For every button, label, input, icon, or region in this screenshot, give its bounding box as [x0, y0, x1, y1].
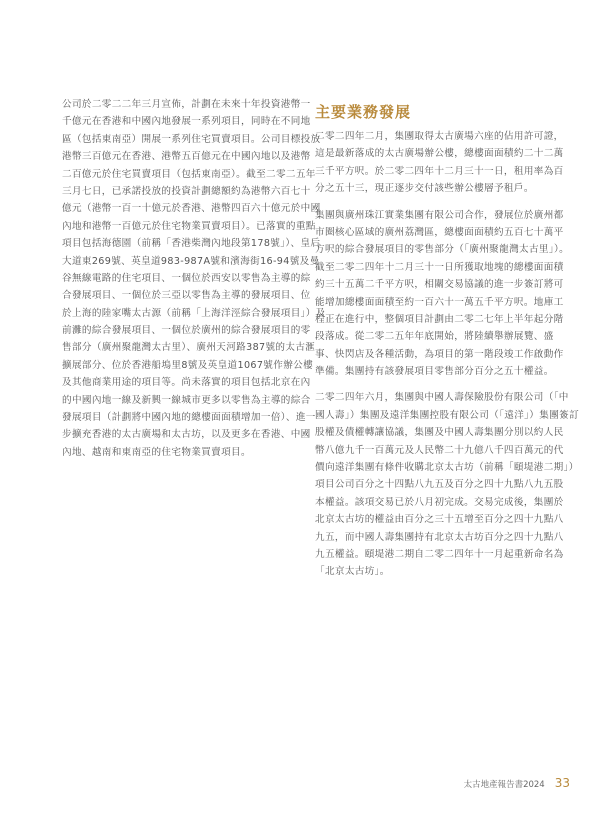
text-line: 本權益。該項交易已於八月初完成。交易完成後，集團於	[315, 496, 564, 508]
text-line: 九五權益。頤堤港二期自二零二四年十一月起重新命名為	[315, 548, 564, 560]
text-line: 價向遠洋集團有條件收購北京太古坊（前稱「頤堤港二期」）	[315, 462, 579, 474]
text-line: 港幣三百億元在香港、港幣五百億元在中國內地以及港幣	[62, 151, 311, 163]
paragraph	[315, 128, 564, 198]
text-line: 約三十五萬二千平方呎，相關交易協議的進一步簽訂將可	[315, 279, 564, 291]
page-number: 33	[554, 776, 570, 790]
text-line: 國人壽」）集團及遠洋集團控股有限公司（「遠洋」）集團簽訂	[315, 409, 580, 421]
report-title: 太古地產報告書2024	[463, 780, 545, 790]
text-line: 能增加總樓面面積至約一百六十一萬五千平方呎。地庫工	[315, 296, 564, 308]
text-line: 的中國內地一線及新興一線城市更多以零售為主導的綜合	[62, 394, 311, 406]
right-column	[315, 96, 580, 590]
text-line: 事、快閃店及各種活動，為項目的第一階段竣工作啟動作	[315, 348, 564, 360]
text-line: 步擴充香港的太古廣場和太古坊，以及更多在香港、中國	[62, 429, 311, 441]
text-line: 合發展項目、一個位於三亞以零售為主導的發展項目、位	[62, 290, 311, 302]
text-line: 九五，而中國人壽集團持有北京太古坊百分之四十九點八	[315, 531, 564, 543]
paragraph	[315, 389, 580, 580]
text-line: 二百億元於住宅買賣項目（包括東南亞）。截至二零二五年	[62, 168, 316, 180]
paragraph	[315, 207, 570, 381]
text-line: 集團與廣州珠江實業集團有限公司合作，發展位於廣州都	[315, 209, 564, 221]
text-line: 項目包括海德園（前稱「香港柴灣內地段第178號」）、皇后	[62, 238, 321, 250]
text-line: 程正在進行中，整個項目計劃由二零二七年上半年起分階	[315, 313, 564, 325]
text-line: 三月七日，已承諾投放的投資計劃總額約為港幣六百七十	[62, 185, 311, 197]
text-line: 售部分（廣州聚龍灣太古里）、廣州天河路387號的太古滙	[62, 342, 316, 354]
text-line: 發展項目（計劃將中國內地的總樓面面積增加一倍）、進一	[62, 412, 316, 424]
text-line: 準備。集團持有該發展項目零售部分百分之五十權益。	[315, 366, 554, 378]
text-line: 「北京太古坊」。	[315, 566, 390, 578]
text-line: 北京太古坊的權益由百分之三十五增至百分之四十九點八	[315, 514, 564, 526]
text-line: 截至二零二四年十二月三十一日所獲取地塊的總樓面面積	[315, 261, 564, 273]
text-line: 大道東269號、英皇道983-987A號和濱海街16-94號及曼	[62, 255, 320, 267]
text-line: 三千平方呎。於二零二四年十二月三十一日，租用率為百	[315, 165, 564, 177]
text-line: 前灘的綜合發展項目、一個位於廣州的綜合發展項目的零	[62, 325, 311, 337]
text-line: 項目公司百分之十四點八九五及百分之四十九點八九五股	[315, 479, 564, 491]
text-line: 擴展部分、位於香港船塢里8號及英皇道1067號作辦公樓	[62, 359, 314, 371]
page-footer	[464, 776, 570, 790]
text-line: 區（包括東南亞）開展一系列住宅買賣項目。公司目標投放	[62, 133, 321, 145]
text-line: 段落成。從二零二五年年底開始，將陸續舉辦展覽、盛	[315, 331, 554, 343]
text-line: 股權及債權轉讓協議，集團及中國人壽集團分別以約人民	[315, 427, 564, 439]
section-heading: 主要業務發展	[315, 103, 412, 121]
text-line: 億元（港幣一百一十億元於香港、港幣四百六十億元於中國	[62, 203, 321, 215]
text-line: 分之五十三，現正逐步交付該些辦公樓層予租戶。	[315, 183, 534, 195]
left-column-text	[62, 96, 326, 461]
text-line: 方呎的綜合發展項目的零售部分（「廣州聚龍灣太古里」）。	[315, 244, 570, 256]
text-line: 二零二四年二月，集團取得太古廣場六座的佔用許可證，	[315, 131, 564, 142]
text-line: 及其他商業用途的項目等。尚未落實的項目包括北京在內	[62, 377, 311, 389]
text-line: 公司於二零二二年三月宣佈，計劃在未來十年投資港幣一	[62, 99, 311, 110]
right-column-paragraphs	[315, 128, 580, 581]
text-line: 市圈核心區域的廣州荔灣區，總樓面面積約五百七十萬平	[315, 226, 564, 238]
text-line: 谷無線電路的住宅項目、一個位於西安以零售為主導的綜	[62, 272, 311, 284]
text-line: 內地、越南和東南亞的住宅物業買賣項目。	[62, 446, 251, 458]
text-line: 幣八億九千一百萬元及人民幣二十九億八千四百萬元的代	[315, 444, 564, 456]
text-line: 這是最新落成的太古廣場辦公樓，總樓面面積約二十二萬	[315, 148, 564, 160]
text-line: 千億元在香港和中國內地發展一系列項目，同時在不同地	[62, 116, 311, 128]
text-line: 於上海的陸家嘴太古源（前稱「上海洋涇綜合發展項目」）及	[62, 307, 326, 319]
text-line: 二零二四年六月，集團與中國人壽保險股份有限公司（「中	[315, 392, 569, 404]
text-line: 內地和港幣一百億元於住宅物業買賣項目）。已落實的重點	[62, 220, 316, 232]
